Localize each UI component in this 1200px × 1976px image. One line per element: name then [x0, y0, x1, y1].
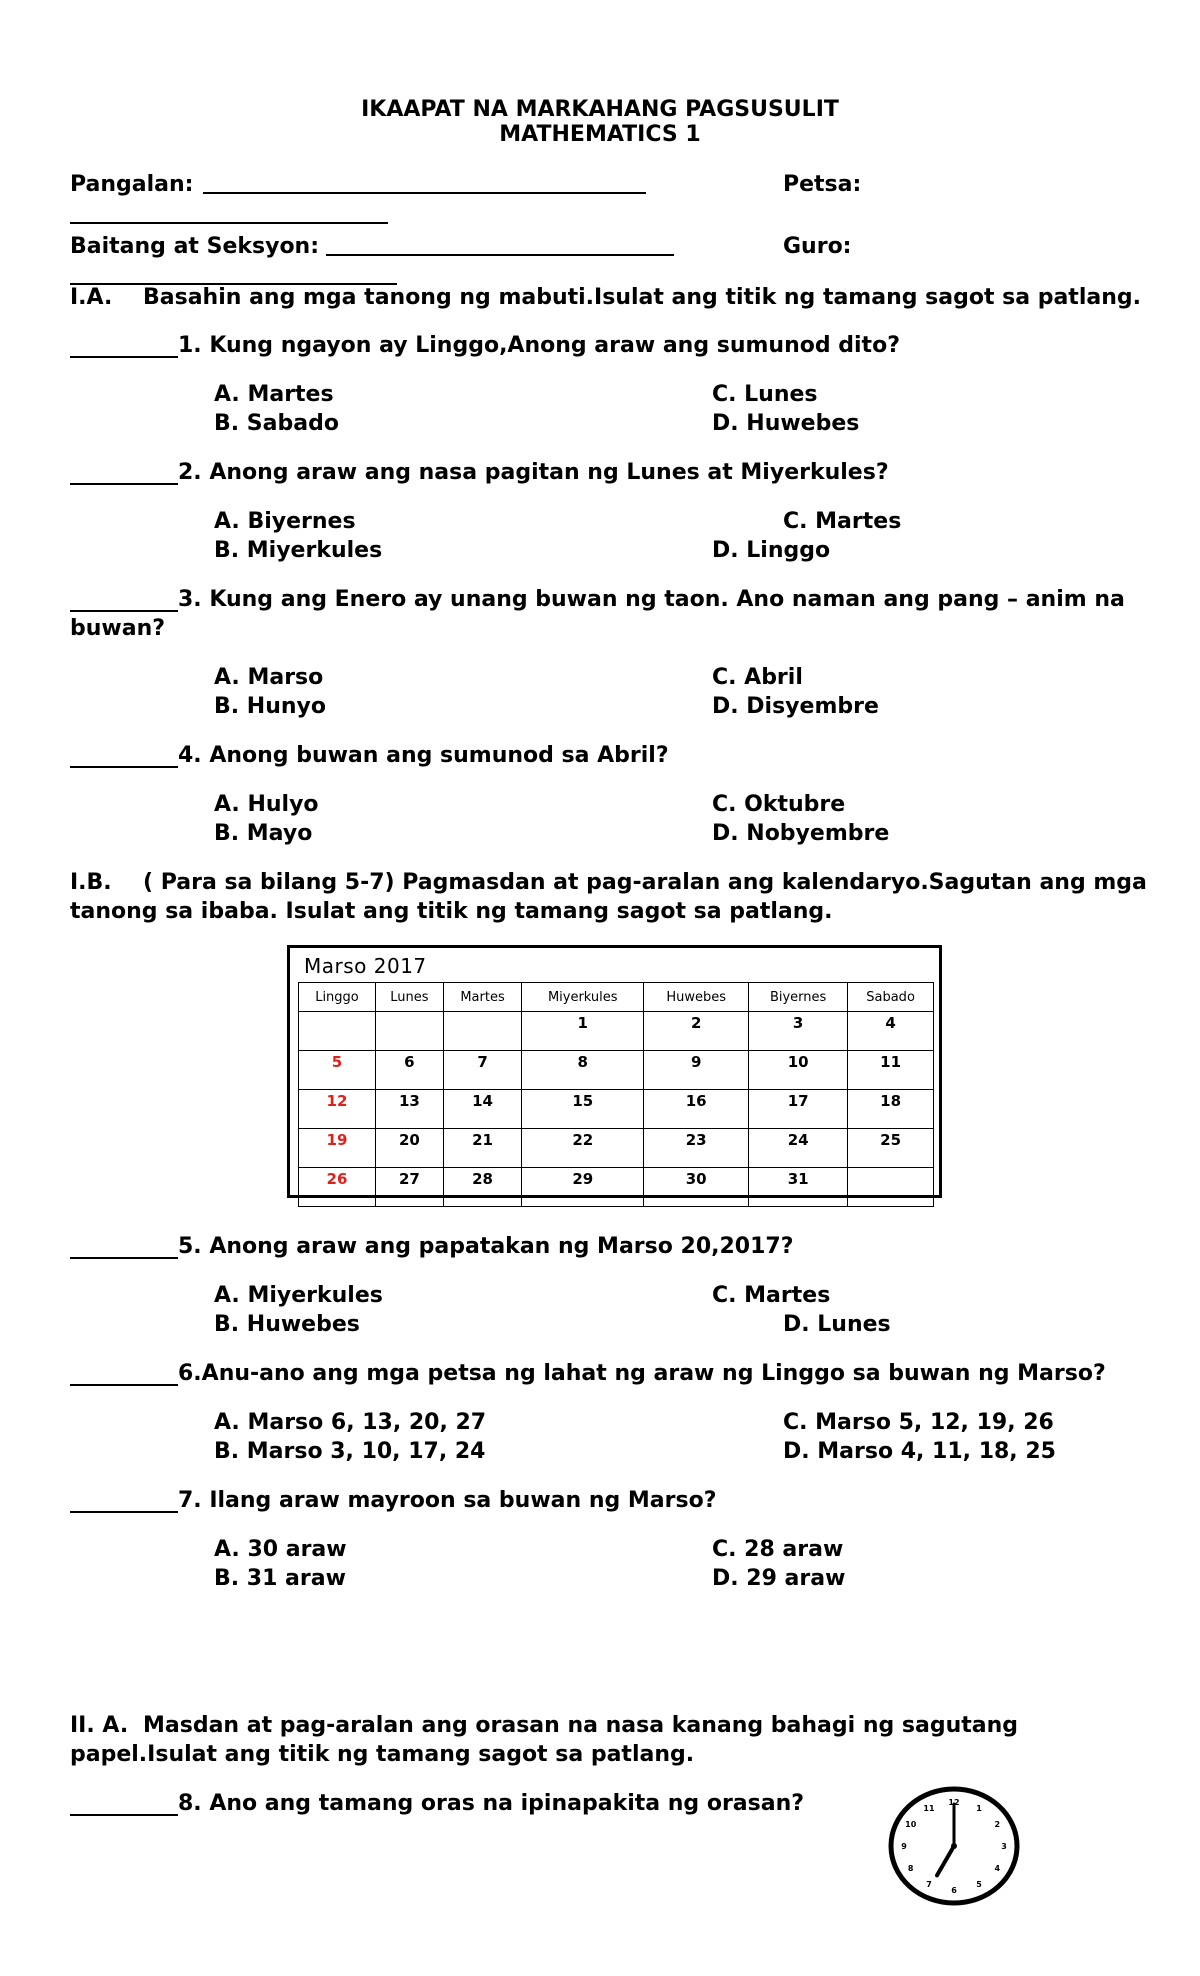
calendar-date-cell: 22 — [522, 1129, 644, 1168]
section-iia-line1: Masdan at pag-aralan ang orasan na nasa kanang bahagi ng sagutang — [143, 1713, 1019, 1738]
grade-section-field[interactable] — [326, 254, 674, 256]
calendar-day-header: Miyerkules — [522, 983, 644, 1012]
calendar-date-cell: 16 — [644, 1090, 749, 1129]
calendar-date-cell: 1 — [522, 1012, 644, 1051]
answer-blank[interactable] — [70, 1235, 178, 1259]
question-4: 4. Anong buwan ang sumunod sa Abril? — [70, 743, 669, 768]
calendar-date-cell: 25 — [848, 1129, 934, 1168]
calendar-day-header: Lunes — [375, 983, 443, 1012]
calendar-date-cell: 24 — [749, 1129, 848, 1168]
answer-blank[interactable] — [70, 334, 178, 358]
section-ib-line1: ( Para sa bilang 5-7) Pagmasdan at pag-aralan ang kalendaryo.Sagutan ang mga — [143, 870, 1147, 895]
option-a: A. Biyernes — [214, 509, 356, 534]
calendar-day-header: Sabado — [848, 983, 934, 1012]
calendar-title: Marso 2017 — [304, 954, 427, 978]
clock-number: 8 — [907, 1864, 914, 1873]
question-3-continued: buwan? — [70, 616, 166, 641]
question-2: 2. Anong araw ang nasa pagitan ng Lunes at Miyerkules? — [70, 460, 889, 485]
clock-number: 2 — [994, 1820, 1001, 1829]
option-d: D. Huwebes — [712, 411, 860, 436]
option-d: D. Linggo — [712, 538, 831, 563]
calendar-date-cell: 12 — [299, 1090, 376, 1129]
option-d: D. Disyembre — [712, 694, 879, 719]
clock-number: 6 — [951, 1886, 957, 1895]
option-b: B. Huwebes — [214, 1312, 360, 1337]
calendar-date-cell — [299, 1012, 376, 1051]
clock-number: 11 — [923, 1803, 935, 1813]
calendar-week-row — [299, 1168, 934, 1207]
calendar-date-cell: 20 — [375, 1129, 443, 1168]
clock-number: 1 — [976, 1803, 982, 1813]
calendar-date-cell — [375, 1012, 443, 1051]
clock-center — [951, 1843, 957, 1849]
option-d: D. 29 araw — [712, 1566, 846, 1591]
question-6: 6.Anu-ano ang mga petsa ng lahat ng araw ng Linggo sa buwan ng Marso? — [70, 1361, 1106, 1386]
answer-blank[interactable] — [70, 588, 178, 612]
calendar-date-cell: 6 — [375, 1051, 443, 1090]
calendar-day-header: Huwebes — [644, 983, 749, 1012]
calendar-day-header: Linggo — [299, 983, 376, 1012]
option-a: A. 30 araw — [214, 1537, 347, 1562]
calendar-week-row — [299, 1012, 934, 1051]
calendar-date-cell: 15 — [522, 1090, 644, 1129]
option-a: A. Marso — [214, 665, 324, 690]
option-c: C. Martes — [712, 1283, 831, 1308]
calendar-date-cell: 28 — [443, 1168, 521, 1207]
calendar-table — [298, 982, 934, 1207]
grade-section-label: Baitang at Seksyon: — [70, 234, 320, 259]
calendar-date-cell: 14 — [443, 1090, 521, 1129]
calendar-date-cell: 31 — [749, 1168, 848, 1207]
calendar-date-cell: 19 — [299, 1129, 376, 1168]
option-d: D. Nobyembre — [712, 821, 890, 846]
calendar-day-header: Martes — [443, 983, 521, 1012]
calendar-date-cell: 5 — [299, 1051, 376, 1090]
question-5: 5. Anong araw ang papatakan ng Marso 20,2017? — [70, 1234, 793, 1259]
calendar-week-row — [299, 1051, 934, 1090]
option-c: C. Lunes — [712, 382, 818, 407]
question-1: 1. Kung ngayon ay Linggo,Anong araw ang sumunod dito? — [70, 333, 900, 358]
calendar-date-cell: 3 — [749, 1012, 848, 1051]
option-a: A. Martes — [214, 382, 334, 407]
section-iia-label: II. A. — [70, 1713, 129, 1738]
option-d: D. Lunes — [783, 1312, 891, 1337]
calendar-week-row — [299, 1090, 934, 1129]
date-field[interactable] — [70, 222, 388, 224]
calendar-date-cell: 2 — [644, 1012, 749, 1051]
clock-number: 4 — [994, 1864, 1001, 1873]
option-b: B. Hunyo — [214, 694, 326, 719]
calendar-header-row — [299, 983, 934, 1012]
clock-number: 12 — [948, 1798, 960, 1807]
answer-blank[interactable] — [70, 461, 178, 485]
option-b: B. Miyerkules — [214, 538, 383, 563]
clock-number: 5 — [976, 1880, 982, 1890]
calendar-date-cell: 9 — [644, 1051, 749, 1090]
section-ib-label: I.B. — [70, 870, 112, 895]
clock-number: 7 — [926, 1880, 932, 1890]
option-c: C. 28 araw — [712, 1537, 844, 1562]
option-c: C. Abril — [712, 665, 803, 690]
option-a: A. Miyerkules — [214, 1283, 383, 1308]
calendar — [287, 945, 942, 1198]
answer-blank[interactable] — [70, 1489, 178, 1513]
option-a: A. Marso 6, 13, 20, 27 — [214, 1410, 487, 1435]
calendar-date-cell: 13 — [375, 1090, 443, 1129]
option-c: C. Martes — [783, 509, 902, 534]
calendar-date-cell: 21 — [443, 1129, 521, 1168]
clock-number: 3 — [1001, 1842, 1007, 1851]
calendar-date-cell: 17 — [749, 1090, 848, 1129]
clock-number: 9 — [901, 1842, 907, 1851]
calendar-day-header: Biyernes — [749, 983, 848, 1012]
clock-number: 10 — [905, 1820, 917, 1829]
calendar-date-cell — [443, 1012, 521, 1051]
calendar-date-cell: 26 — [299, 1168, 376, 1207]
option-b: B. Sabado — [214, 411, 339, 436]
date-label: Petsa: — [783, 172, 862, 197]
question-8: 8. Ano ang tamang oras na ipinapakita ng orasan? — [70, 1791, 804, 1816]
option-d: D. Marso 4, 11, 18, 25 — [783, 1439, 1056, 1464]
calendar-date-cell — [848, 1168, 934, 1207]
section-ia-instruction: Basahin ang mga tanong ng mabuti.Isulat ang titik ng tamang sagot sa patlang. — [143, 285, 1141, 310]
calendar-week-row — [299, 1129, 934, 1168]
calendar-date-cell: 30 — [644, 1168, 749, 1207]
section-ia-label: I.A. — [70, 285, 113, 310]
name-field[interactable] — [203, 192, 646, 194]
answer-blank[interactable] — [70, 1792, 178, 1816]
option-b: B. 31 araw — [214, 1566, 346, 1591]
option-c: C. Marso 5, 12, 19, 26 — [783, 1410, 1054, 1435]
option-b: B. Mayo — [214, 821, 313, 846]
answer-blank[interactable] — [70, 1362, 178, 1386]
calendar-date-cell: 4 — [848, 1012, 934, 1051]
answer-blank[interactable] — [70, 744, 178, 768]
calendar-date-cell: 18 — [848, 1090, 934, 1129]
option-b: B. Marso 3, 10, 17, 24 — [214, 1439, 486, 1464]
calendar-date-cell: 11 — [848, 1051, 934, 1090]
calendar-date-cell: 29 — [522, 1168, 644, 1207]
name-label: Pangalan: — [70, 172, 194, 197]
page-title: IKAAPAT NA MARKAHANG PAGSUSULIT — [361, 97, 839, 122]
teacher-label: Guro: — [783, 234, 852, 259]
calendar-date-cell: 23 — [644, 1129, 749, 1168]
calendar-date-cell: 27 — [375, 1168, 443, 1207]
clock-icon — [887, 1786, 1021, 1906]
option-c: C. Oktubre — [712, 792, 846, 817]
question-7: 7. Ilang araw mayroon sa buwan ng Marso? — [70, 1488, 716, 1513]
calendar-date-cell: 8 — [522, 1051, 644, 1090]
page-subtitle: MATHEMATICS 1 — [499, 122, 701, 147]
section-iia-line2: papel.Isulat ang titik ng tamang sagot sa patlang. — [70, 1742, 695, 1767]
calendar-date-cell: 7 — [443, 1051, 521, 1090]
calendar-date-cell: 10 — [749, 1051, 848, 1090]
question-3: 3. Kung ang Enero ay unang buwan ng taon. Ano naman ang pang – anim na — [70, 587, 1125, 612]
option-a: A. Hulyo — [214, 792, 319, 817]
section-ib-line2: tanong sa ibaba. Isulat ang titik ng tamang sagot sa patlang. — [70, 899, 833, 924]
